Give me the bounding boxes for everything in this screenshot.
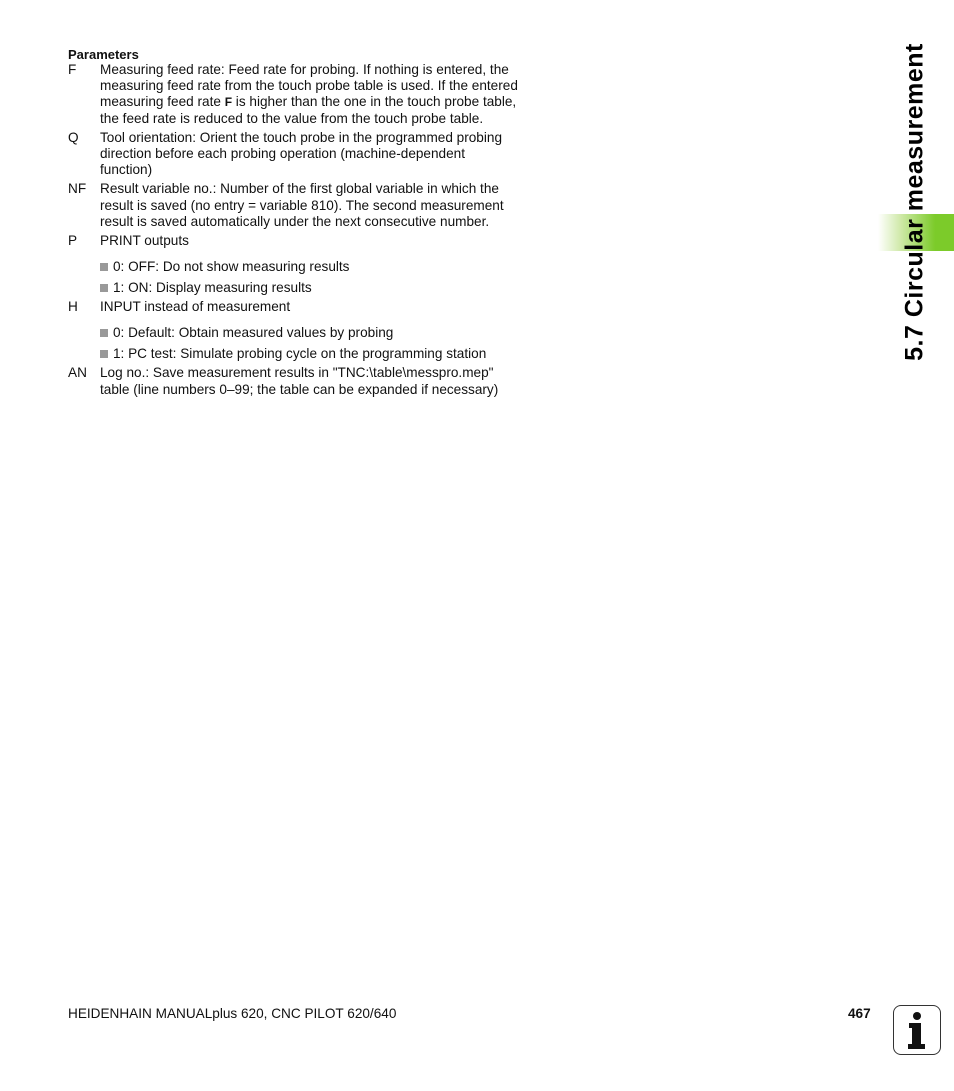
desc-text: Measuring feed rate: Feed rate for probing. If nothing is entered, the measuring feed rate from the touch probe table is used. If the entered measuring feed rate [100, 62, 518, 110]
param-code: NF [68, 181, 87, 197]
bullet-square-icon [100, 350, 108, 358]
param-code: H [68, 299, 78, 315]
parameters-heading: Parameters [68, 47, 139, 62]
param-an [68, 365, 518, 397]
bullet-square-icon [100, 329, 108, 337]
param-description: PRINT outputs [100, 233, 189, 249]
bullet-square-icon [100, 284, 108, 292]
desc-bold: F [224, 95, 233, 110]
param-description: Log no.: Save measurement results in "TNC:\table\messpro.mep" table (line numbers 0–99; the table can be expanded if necessary) [100, 365, 499, 397]
footer-text: HEIDENHAIN MANUALplus 620, CNC PILOT 620/640 [68, 1006, 397, 1021]
option-item [100, 280, 518, 296]
param-description [100, 62, 518, 127]
option-item [100, 346, 518, 362]
param-code: AN [68, 365, 87, 381]
param-code: P [68, 233, 78, 249]
option-text: 0: OFF: Do not show measuring results [113, 259, 350, 275]
option-text: 1: PC test: Simulate probing cycle on the programming station [113, 346, 487, 362]
bullet-square-icon [100, 263, 108, 271]
option-text: 0: Default: Obtain measured values by probing [113, 325, 394, 341]
param-description: Tool orientation: Orient the touch probe in the programmed probing direction before each probing operation (machine-dependent function) [100, 129, 503, 178]
param-q [68, 130, 518, 179]
section-title: 5.7 Circular measurement [900, 43, 929, 361]
param-code: Q [68, 129, 79, 145]
param-h [68, 299, 518, 315]
option-item [100, 325, 518, 341]
page-number: 467 [848, 1006, 871, 1021]
param-f [68, 62, 518, 127]
info-icon [893, 1005, 941, 1055]
param-p [68, 233, 518, 249]
option-text: 1: ON: Display measuring results [113, 280, 312, 296]
option-item [100, 259, 518, 275]
param-description: Result variable no.: Number of the first global variable in which the result is saved (no entry = variable 810). The second measurement result is saved automatically under the next consecutive number. [100, 181, 504, 229]
param-description: INPUT instead of measurement [100, 299, 291, 315]
param-code: F [68, 62, 77, 77]
param-nf [68, 181, 518, 230]
desc-text: is higher than the one in the touch probe table, the feed rate is reduced to the value from the touch probe table. [100, 94, 517, 126]
parameter-list [68, 62, 518, 401]
